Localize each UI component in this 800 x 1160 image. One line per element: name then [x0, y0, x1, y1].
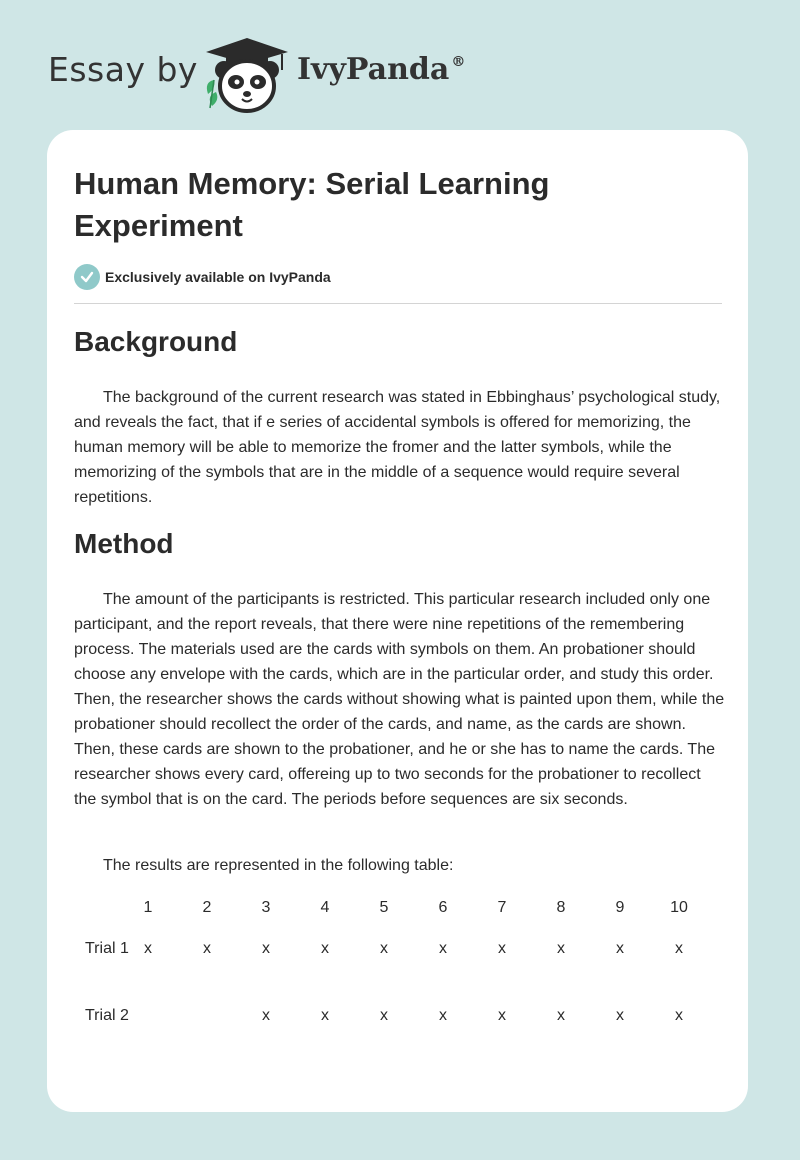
table-cell: x — [675, 1007, 683, 1024]
column-header: 8 — [556, 899, 566, 916]
column-header: 3 — [261, 899, 271, 916]
column-header: 6 — [438, 899, 448, 916]
background-paragraph: The background of the current research was stated in Ebbinghaus’ psychological study, and reveals the fact, that if e series of accidental symbols is offered for memorizing, the human memory will be able to memorize the fromer and the latter symbols, while the memorizing of the symbols that are in the middle of a sequence would require several repetitions. — [74, 389, 721, 506]
table-cell: x — [439, 940, 447, 957]
column-header: 4 — [320, 899, 330, 916]
essay-by-label: Essay by — [48, 50, 198, 89]
exclusive-badge — [74, 264, 331, 290]
table-cell: x — [262, 940, 270, 957]
table-cell: x — [203, 940, 211, 957]
table-cell: x — [557, 1007, 565, 1024]
table-cell: x — [262, 1007, 270, 1024]
check-icon — [74, 264, 100, 290]
table-cell: x — [616, 940, 624, 957]
column-header: 7 — [497, 899, 507, 916]
table-cell: x — [321, 1007, 329, 1024]
table-cell: x — [557, 940, 565, 957]
divider — [74, 303, 722, 304]
table-intro-paragraph: The results are represented in the following table: — [103, 857, 454, 874]
table-cell: x — [321, 940, 329, 957]
column-header: 2 — [202, 899, 212, 916]
section-heading-background: Background — [74, 326, 238, 357]
table-cell: x — [675, 940, 683, 957]
table-cell: x — [498, 1007, 506, 1024]
row-label: Trial 2 — [85, 1007, 129, 1024]
column-header: 10 — [670, 899, 688, 916]
exclusive-badge-label: Exclusively available on IvyPanda — [105, 269, 331, 285]
essay-card — [47, 130, 748, 1112]
page-title: Human Memory: Serial Learning Experiment — [74, 166, 550, 243]
table-cell: x — [439, 1007, 447, 1024]
column-header: 9 — [615, 899, 625, 916]
table-cell: x — [498, 940, 506, 957]
table-cell: x — [144, 940, 152, 957]
row-label: Trial 1 — [85, 940, 129, 957]
brand-name: IvyPanda ® — [297, 52, 466, 87]
section-heading-method: Method — [74, 528, 174, 559]
column-header: 5 — [379, 899, 389, 916]
method-paragraph: The amount of the participants is restricted. This particular research included only one participant, and the report reveals, that there were nine repetitions of the remembering process. The materials used are the cards with symbols on them. An probationer should choose any envelope with the cards, which are in the particular order, and study this order. Then, the researcher shows the cards without showing what is painted upon them, while the probationer should recollect the order of the cards, and name, as the cards are shown. Then, these cards are shown to the probationer, and he or she has to name the cards. The researcher shows every card, offereing up to two seconds for the probationer to recollect the symbol that is on the card. The periods before sequences are six seconds. — [74, 591, 725, 808]
table-cell: x — [380, 940, 388, 957]
table-cell: x — [616, 1007, 624, 1024]
table-cell: x — [380, 1007, 388, 1024]
panda-logo-icon — [202, 34, 292, 114]
column-header: 1 — [143, 899, 153, 916]
site-header — [48, 28, 748, 112]
